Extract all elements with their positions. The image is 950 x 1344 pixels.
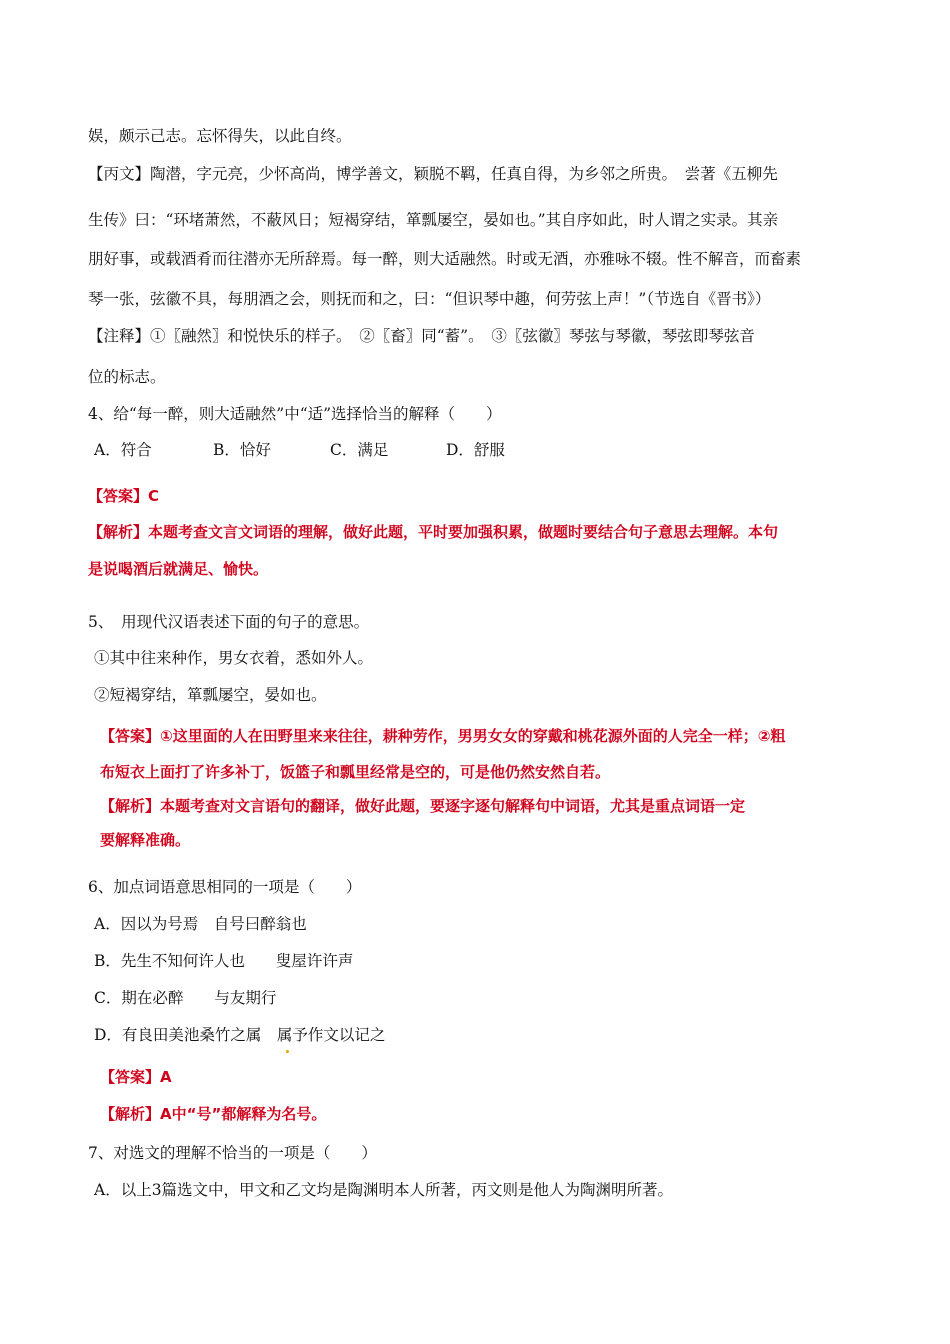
q4-analysis-line: 【解析】本题考查文言文词语的理解，做好此题，平时要加强积累，做题时要结合句子意思去理解。本句: [88, 523, 779, 541]
q4-option-d: D．舒服: [446, 441, 505, 459]
q6-answer: 【答案】A: [100, 1068, 172, 1086]
q4-option-c: C．满足: [330, 441, 389, 459]
text-line: 生传》曰：“环堵萧然，不蔽风日；短褐穿结，箪瓢屡空，晏如也。”其自序如此，时人谓之实录。其亲: [88, 211, 779, 229]
q4-option-a: A．符合: [94, 441, 152, 459]
question-5-stem: 5、 用现代汉语表述下面的句子的意思。: [88, 613, 370, 631]
q5-analysis-line: 【解析】本题考查对文言语句的翻译，做好此题，要逐字逐句解释句中词语，尤其是重点词语一定: [100, 797, 746, 815]
q4-answer: 【答案】C: [88, 487, 160, 505]
q6-option-a: A．因以为号焉 自号曰醉翁也: [94, 915, 307, 933]
text-line: 娱，颇示己志。忘怀得失，以此自终。: [88, 127, 352, 145]
text-line: 朋好事，或载酒肴而往潜亦无所辞焉。每一醉，则大适融然。时或无酒，亦雅咏不辍。性不解音，而畜素: [88, 250, 802, 268]
q5-answer-line: 【答案】①这里面的人在田野里来来往往，耕种劳作，男男女女的穿戴和桃花源外面的人完全一样；②粗: [100, 727, 786, 745]
annotation-line: 【注释】①〖融然〗和悦快乐的样子。 ②〖畜〗同“蓄”。 ③〖弦徽〗琴弦与琴徽，琴弦即琴弦音: [88, 327, 755, 345]
annotation-line: 位的标志。: [88, 368, 166, 386]
question-4-stem: 4、给“每一醉，则大适融然”中“适”选择恰当的解释（ ）: [88, 405, 502, 423]
emphasis-dot: [286, 1050, 289, 1053]
q5-item: ①其中往来种作，男女衣着，悉如外人。: [94, 649, 374, 667]
q7-option-a: A．以上3篇选文中，甲文和乙文均是陶渊明本人所著，丙文则是他人为陶渊明所著。: [94, 1181, 674, 1199]
q6-option-b: B．先生不知何许人也 叟屋许许声: [94, 952, 354, 970]
q6-option-c: C．期在必醉 与友期行: [94, 989, 277, 1007]
q4-option-b: B．恰好: [213, 441, 271, 459]
q4-analysis-line: 是说喝酒后就满足、愉快。: [88, 560, 269, 578]
q6-analysis: 【解析】A中“号”都解释为名号。: [100, 1105, 327, 1123]
text-line: 【丙文】陶潜，字元亮，少怀高尚，博学善文，颖脱不羁，任真自得，为乡邻之所贵。 尝著《五柳先: [88, 165, 778, 183]
q5-analysis-line: 要解释准确。: [100, 831, 191, 849]
q5-item: ②短褐穿结，箪瓢屡空，晏如也。: [94, 686, 327, 704]
q6-option-d: D．有良田美池桑竹之属 属予作文以记之: [94, 1026, 386, 1044]
question-7-stem: 7、对选文的理解不恰当的一项是（ ）: [88, 1144, 377, 1162]
question-6-stem: 6、加点词语意思相同的一项是（ ）: [88, 878, 362, 896]
text-line: 琴一张，弦徽不具，每朋酒之会，则抚而和之，曰：“但识琴中趣，何劳弦上声！”（节选自《晋书》）: [88, 290, 771, 308]
q5-answer-line: 布短衣上面打了许多补丁，饭篮子和瓢里经常是空的，可是他仍然安然自若。: [100, 763, 611, 781]
